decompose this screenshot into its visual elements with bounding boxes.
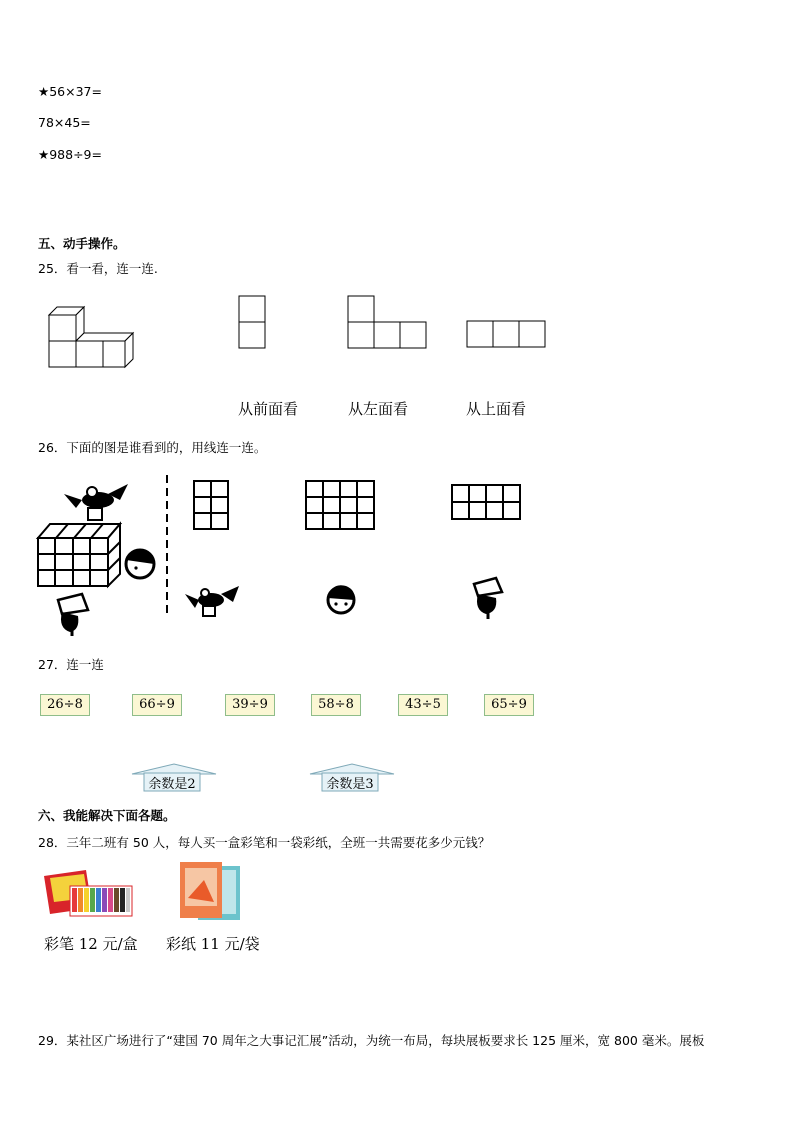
expression-box[interactable]: 39÷9 — [225, 694, 275, 716]
dashed-divider — [164, 475, 172, 615]
paper-pack-image — [176, 858, 244, 924]
expression-box[interactable]: 66÷9 — [132, 694, 182, 716]
view-grid-4x2 — [450, 483, 524, 523]
caption-left-view: 从左面看 — [348, 400, 409, 418]
expression-box[interactable]: 43÷5 — [398, 694, 448, 716]
q25-question: 25．看一看，连一连. — [38, 261, 158, 276]
boy-with-cap-icon — [58, 594, 88, 636]
view-vertical-two-squares — [238, 295, 268, 351]
child-face-icon — [322, 578, 362, 620]
observers-scene — [28, 478, 178, 638]
calc-line-1: ★56×37= — [38, 84, 102, 99]
view-horizontal-three-squares — [466, 320, 548, 350]
boy-with-cap-icon — [468, 574, 508, 620]
crayon-price: 彩笔 12 元/盒 — [44, 935, 138, 953]
calc-line-3: ★988÷9= — [38, 147, 102, 162]
crayon-box-image — [40, 868, 136, 920]
section-6-title: 六、我能解决下面各题。 — [38, 808, 176, 823]
q26-question: 26．下面的图是谁看到的，用线连一连。 — [38, 440, 267, 455]
q28-question: 28．三年二班有 50 人，每人买一盒彩笔和一袋彩纸，全班一共需要花多少元钱？ — [38, 835, 491, 850]
remainder-2-label[interactable]: 余数是2 — [148, 777, 196, 792]
bird-icon — [183, 580, 243, 620]
paper-price: 彩纸 11 元/袋 — [166, 935, 260, 953]
view-grid-4x3 — [304, 479, 378, 533]
section-5-title: 五、动手操作。 — [38, 236, 126, 251]
expression-box[interactable]: 58÷8 — [311, 694, 361, 716]
view-grid-2x3 — [192, 479, 232, 533]
cube-stack-figure — [40, 300, 145, 372]
bird-icon — [64, 484, 128, 520]
child-face-icon — [126, 549, 154, 578]
view-l-shape — [347, 295, 429, 351]
remainder-3-label[interactable]: 余数是3 — [326, 777, 374, 792]
caption-top-view: 从上面看 — [466, 400, 527, 418]
calc-line-2: 78×45= — [38, 115, 91, 130]
expression-box[interactable]: 65÷9 — [484, 694, 534, 716]
q29-question: 29．某社区广场进行了“建国 70 周年之大事记汇展”活动，为统一布局，每块展板要求长 125 厘米，宽 800 毫米。展板 — [38, 1033, 705, 1048]
expression-box[interactable]: 26÷8 — [40, 694, 90, 716]
q27-question: 27．连一连 — [38, 657, 104, 672]
caption-front-view: 从前面看 — [238, 400, 299, 418]
